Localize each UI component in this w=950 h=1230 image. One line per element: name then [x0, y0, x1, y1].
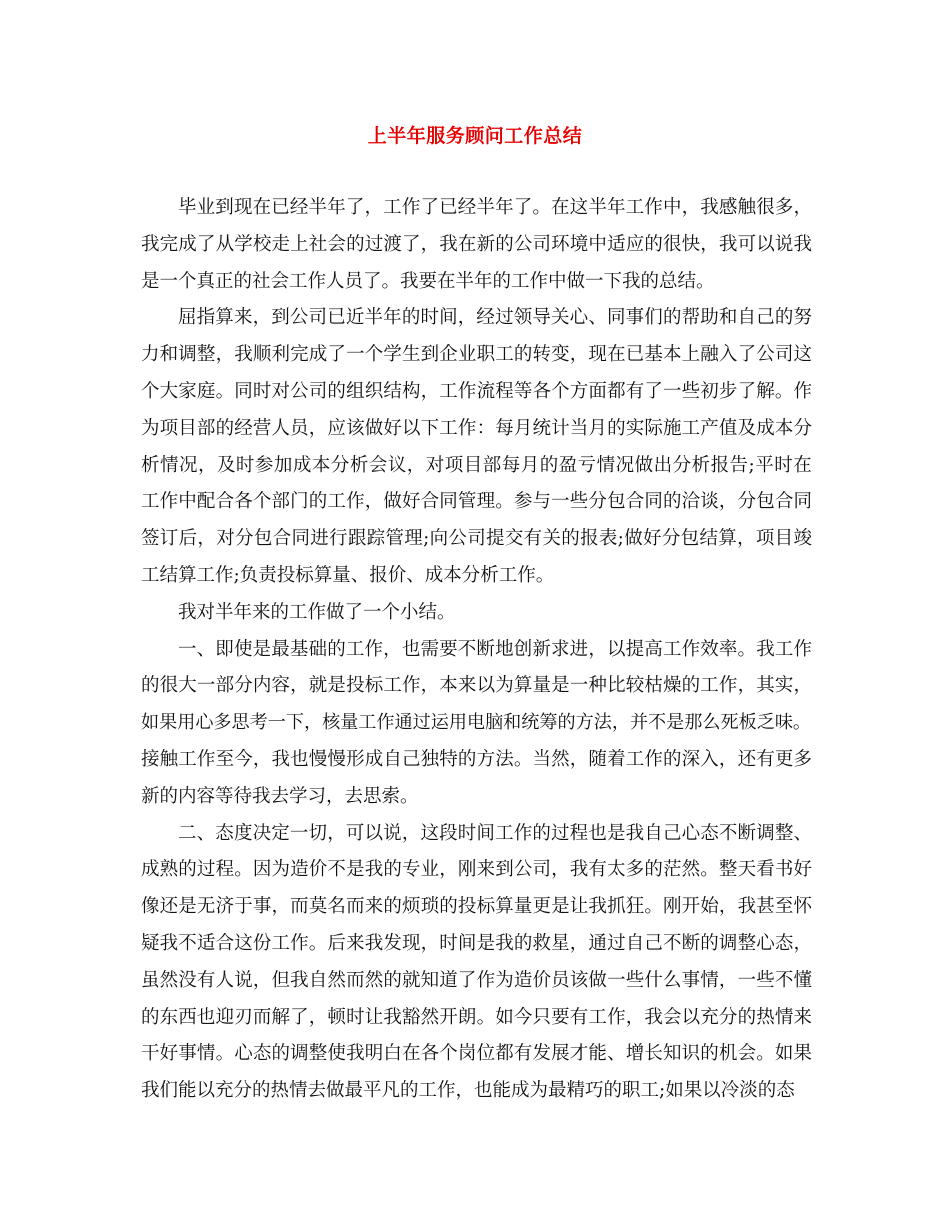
paragraph-line: 析情况，及时参加成本分析会议，对项目部每月的盈亏情况做出分析报告;平时在 — [141, 455, 813, 476]
paragraph-line: 个大家庭。同时对公司的组织结构，工作流程等各个方面都有了一些初步了解。作 — [141, 381, 813, 402]
paragraph-line: 工作中配合各个部门的工作，做好合同管理。参与一些分包合同的洽谈，分包合同 — [141, 491, 813, 512]
paragraph-line: 如果用心多思考一下，核量工作通过运用电脑和统筹的方法，并不是那么死板乏味。 — [141, 712, 812, 733]
paragraph-first-line: 屈指算来，到公司已近半年的时间，经过领导关心、同事们的帮助和自己的努 — [178, 307, 813, 328]
paragraph-line: 疑我不适合这份工作。后来我发现，时间是我的救星，通过自己不断的调整心态， — [141, 933, 813, 954]
paragraph-first-line: 一、即使是最基础的工作，也需要不断地创新求进，以提高工作效率。我工作 — [178, 639, 813, 660]
document-title: 上半年服务顾问工作总结 — [367, 125, 583, 147]
paragraph-line: 是一个真正的社会工作人员了。我要在半年的工作中做一下我的总结。 — [141, 271, 715, 292]
paragraph-first-line: 我对半年来的工作做了一个小结。 — [178, 602, 456, 623]
paragraph-line: 签订后，对分包合同进行跟踪管理;向公司提交有关的报表;做好分包结算，项目竣 — [141, 528, 813, 549]
paragraph-line: 像还是无济于事，而莫名而来的烦琐的投标算量更是让我抓狂。刚开始，我甚至怀 — [141, 896, 813, 917]
paragraph-line: 干好事情。心态的调整使我明白在各个岗位都有发展才能、增长知识的机会。如果 — [141, 1043, 813, 1064]
paragraph-line: 我们能以充分的热情去做最平凡的工作，也能成为最精巧的职工;如果以冷淡的态 — [141, 1080, 795, 1101]
paragraph-line: 的很大一部分内容，就是投标工作，本来以为算量是一种比较枯燥的工作，其实， — [141, 675, 813, 696]
paragraph-line: 接触工作至今，我也慢慢形成自己独特的方法。当然，随着工作的深入，还有更多 — [141, 749, 813, 770]
paragraph-line: 成熟的过程。因为造价不是我的专业，刚来到公司，我有太多的茫然。整天看书好 — [141, 859, 813, 880]
paragraph-line: 虽然没有人说，但我自然而然的就知道了作为造价员该做一些什么事情，一些不懂 — [141, 970, 813, 991]
paragraph-line: 新的内容等待我去学习，去思索。 — [141, 786, 419, 807]
paragraph-line: 为项目部的经营人员，应该做好以下工作：每月统计当月的实际施工产值及成本分 — [141, 418, 813, 439]
paragraph-first-line: 二、态度决定一切，可以说，这段时间工作的过程也是我自己心态不断调整、 — [178, 823, 813, 844]
paragraph-line: 我完成了从学校走上社会的过渡了，我在新的公司环境中适应的很快，我可以说我 — [141, 234, 813, 255]
paragraph-first-line: 毕业到现在已经半年了，工作了已经半年了。在这半年工作中，我感触很多， — [178, 197, 813, 218]
paragraph-line: 的东西也迎刃而解了，顿时让我豁然开朗。如今只要有工作，我会以充分的热情来 — [141, 1007, 813, 1028]
paragraph-line: 力和调整，我顺利完成了一个学生到企业职工的转变，现在已基本上融入了公司这 — [141, 344, 813, 365]
paragraph-line: 工结算工作;负责投标算量、报价、成本分析工作。 — [141, 565, 555, 586]
